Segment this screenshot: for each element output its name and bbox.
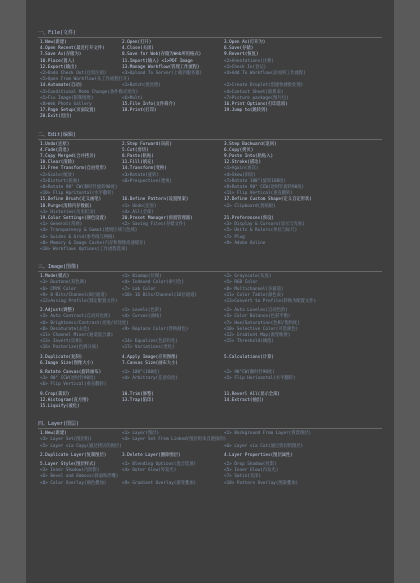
menu-entry: <11> Channel Mixer(通道混合器) [40, 333, 114, 338]
menu-entry: 3.Delete Layer(删除图层) [122, 452, 181, 458]
menu-entry: 4.Open Recent(最近打开文件) [40, 46, 105, 52]
menu-entry: <5>Distort(扭曲) [40, 178, 80, 184]
menu-entry: <2>Undo Check Out(还原注销) [40, 71, 107, 76]
menu-entry: <5> Inner Glow(内发光) [224, 468, 279, 474]
menu-entry: 13.Manage Workflow(管理工作流程) [122, 64, 200, 70]
menu-entry: <8>Rotate 90° CW(顺时针旋转90度) [40, 185, 118, 190]
menu-entry: <5> Flip Horizontal(水平翻转) [224, 376, 296, 382]
menu-entry: 1.New(新建) [40, 431, 67, 437]
menu-entry: 2.Open(打开) [122, 40, 152, 45]
menu-entry: <6> Layer via Cut(通过剪切的图层) [224, 443, 304, 449]
menu-entry: <3> Duotone(双色调) [40, 280, 87, 286]
section-title: 三、Image(图像) [38, 264, 80, 271]
menu-entry: <13>Convert to Profile(转换为配置文件) [224, 299, 317, 304]
menu-entry: <5> Color Balance(色彩平衡) [224, 314, 291, 320]
menu-entry: 18.Print(打印) [122, 108, 157, 114]
menu-entry: <6> Bevel and Emboss(斜面和浮雕) [40, 474, 119, 480]
menu-entry: <7> Hue/Saturation(色相/饱和度) [224, 320, 300, 326]
menu-entry: 17.Define Custom Shape(定义自定形状) [224, 197, 312, 203]
menu-entry: <4>Add To Workflow(添加到工作流程) [224, 71, 306, 76]
menu-entry: <10> Workflows Options(工作流程选项) [40, 247, 128, 252]
menu-entry: <3>Conditional Mode Change(条件模式更改) [40, 89, 139, 95]
menu-entry: <12> Gradient Map(渐变映射) [224, 333, 291, 338]
menu-entry: 1.New(新建) [40, 40, 67, 45]
menu-entry: <2>Annotations(注释) [224, 58, 274, 64]
menu-entry: 15.Liquify(液化) [40, 404, 80, 409]
section-divider [38, 37, 382, 38]
menu-entry: 14.Extract(抽出) [224, 397, 264, 403]
menu-entry: <6>Prespective(透视) [122, 178, 172, 184]
menu-entry: <7> Satin(光泽) [224, 474, 262, 480]
menu-entry: 16.Define Pattern(设置图案) [122, 197, 189, 203]
menu-entry: 8.Save for Web(存储为Web所用格式) [122, 52, 202, 58]
menu-entry: <2> Drop Shadow(投影) [224, 462, 277, 467]
menu-entry: <8>Web Photo Gallery [40, 102, 92, 107]
menu-entry: <9> Replace Color(替换颜色) [122, 326, 189, 332]
menu-entry: <6> Flip Vertical(垂直翻转) [40, 382, 107, 388]
menu-entry: <3> Histories(历史纪录) [40, 209, 96, 215]
menu-entry: <7>Picture package(图片包) [224, 95, 289, 101]
menu-entry: 3.Duplicate(复制) [40, 354, 83, 360]
menu-entry: 2.Adjust(调整) [40, 308, 75, 314]
menu-entry: <1> Undo(还原) [122, 203, 157, 209]
menu-entry: 17.Page Setup(页面设置) [40, 108, 96, 114]
section-divider [38, 139, 382, 140]
menu-entry: <3>Upload To Server(上载到服务器) [122, 71, 203, 76]
menu-entry: <1> Levels(色阶) [122, 308, 162, 314]
menu-entry: 14.Automate(自动) [40, 83, 83, 89]
menu-entry: <2> Clipboard(剪贴板) [224, 203, 276, 209]
menu-entry: <4> Indexed Color(索引色) [122, 280, 185, 286]
menu-entry: <5>Open From Workflow(从工作流程打开) [40, 77, 130, 83]
document-page [26, 0, 394, 583]
menu-entry: 13.Free Transform(自由变形) [40, 166, 107, 172]
menu-entry: <6> Guides & Grid(参考线与网格) [40, 234, 115, 240]
menu-entry: 3.Open As(打开为) [224, 40, 266, 45]
menu-entry: 11.Import(输入) <1>PDF Image [122, 58, 193, 64]
menu-entry: 10.Trim(修整) [122, 391, 154, 397]
menu-entry: 11.Reverl All(显示全部) [224, 391, 280, 397]
menu-entry: 7.Save As(存储为) [40, 52, 82, 58]
menu-entry: <3> Layer Set(图层组) [40, 437, 92, 443]
menu-entry: <4> All(全部) [122, 209, 154, 215]
section-title: 二、Edit(编辑) [38, 131, 77, 138]
menu-entry: 8.Paste(粘贴) [122, 154, 154, 159]
menu-entry: <2> Grayscale(灰度) [224, 274, 272, 280]
menu-entry: <12>Assing Profile(制定配置文件) [40, 299, 118, 304]
menu-entry: <3> Inner Shadow(内阴影) [40, 468, 100, 474]
menu-entry: <11> Color Table(颜色表) [224, 292, 284, 298]
menu-entry: <8> Desaturate(去色) [40, 326, 90, 332]
menu-entry: <2>Create Droplet(创建快捷批处理) [224, 83, 304, 89]
menu-entry: 7.Copy Merged(合并拷贝) [40, 154, 96, 159]
menu-entry: <4> Layer Set From Linked(图层组来自链接的) [122, 437, 227, 443]
menu-entry: 6.Image Size(图像大小) [40, 360, 94, 366]
menu-entry: 5.Calculations(计算) [224, 354, 274, 360]
menu-entry: 4.Close(关闭) [122, 46, 154, 52]
menu-entry: <1> Layer(图层) [122, 431, 160, 437]
menu-entry: 10.Place(置入) [40, 58, 75, 64]
menu-entry: <1>Check In(登记) [224, 64, 267, 70]
menu-entry: <2> Saving Files(存储文件) [122, 222, 186, 228]
menu-entry: <4>Skew(斜切) [224, 172, 256, 178]
menu-entry: <1> 180°(180度) [122, 370, 160, 375]
menu-entry: <2> Auto Laveles(自动色阶) [224, 308, 288, 314]
menu-entry: 12.Histogram(直方图) [40, 397, 90, 403]
menu-entry: <9> Adobe Online [224, 240, 266, 246]
menu-entry: <2> 90°CW(顺时针90度) [224, 370, 275, 375]
menu-entry: <16> Posterize(色调分离) [40, 345, 99, 351]
menu-entry: <17> Variations(变化) [122, 345, 175, 351]
menu-entry: <1>Again(再次) [224, 166, 259, 172]
menu-entry: <7>Rotate 180°(旋转180度) [224, 178, 287, 184]
section-divider [38, 271, 382, 272]
menu-entry: 2.Step Forward(向前) [122, 141, 172, 147]
menu-entry: <4> Arbitrary(任意角度) [122, 376, 178, 382]
menu-entry: <6>Multi [122, 95, 143, 101]
menu-entry: <7> Lab Color [122, 286, 156, 292]
menu-entry: 4.Fade(消退) [40, 147, 70, 153]
menu-entry: <8> Color Overlay(颜色叠加) [40, 480, 107, 486]
menu-entry: <3> Auto Contrast(自动对比度) [40, 314, 111, 320]
menu-entry: <7> Plug [224, 234, 245, 240]
menu-entry: 7.Canvas Size(画布大小) [122, 360, 178, 366]
menu-entry: 10.Clear(清除) [40, 160, 75, 166]
menu-entry: <5> Layer via Copy(通过拷贝的图层) [40, 443, 122, 449]
menu-entry: 20.Exit(退出) [40, 114, 72, 120]
menu-entry: <13> Invert(反相) [40, 339, 83, 345]
menu-entry: 18.Purge(清除内存数据) [40, 203, 92, 209]
menu-entry: 15.File Info(文件简介) [122, 102, 176, 107]
menu-entry: <3> 90° CCW(逆时针90度) [40, 376, 96, 382]
menu-entry: 19.Color Settings(颜色设置) [40, 216, 107, 221]
menu-entry: <5> Units & Rulers(单位与标尺) [224, 228, 298, 234]
menu-entry: 14.Transform(变换) [122, 166, 167, 172]
menu-entry: <9> Gradient Overlay(渐变叠加) [122, 480, 197, 486]
menu-entry: 4.Apply Image(应用图像) [122, 354, 178, 360]
menu-entry: <1> Blending Options(混合选项) [122, 462, 197, 467]
menu-entry: <8> Memory & Image Cache(内存和图像高速缓存) [40, 240, 146, 246]
menu-entry: 8.Rotate Canvas(旋转画布) [40, 370, 102, 375]
menu-entry: <2> Background From Layer(背景图层) [224, 431, 312, 437]
menu-entry: <9>Rotate 90° CCW(逆时针旋转90度) [224, 185, 305, 190]
menu-entry: 5.Cut(剪切) [122, 147, 149, 153]
menu-entry: <10> 16 Bits/Channel(16位通道) [122, 292, 197, 298]
menu-entry: <4> Outer Glow(外发光) [122, 468, 177, 474]
menu-entry: <9> 8 Bits/Channel(8位通道) [40, 292, 108, 298]
menu-entry: 16.Print Options(打印选项) [224, 102, 288, 107]
menu-entry: 21.Preferences(预设) [224, 216, 274, 221]
menu-entry: <14> Equalize(色彩均化) [122, 339, 178, 345]
menu-entry: <15> Threshold(阈值) [224, 339, 274, 345]
menu-entry: 11.Fill(填充) [122, 160, 154, 166]
menu-entry: <10> Pattern Overlay(图案叠加) [224, 480, 299, 486]
menu-entry: 3.Step Backward(返回) [224, 141, 277, 147]
menu-entry: <3> Display & Cursors(显示与光标) [224, 222, 305, 228]
menu-entry: <11> Flip Vertical(垂直翻转) [224, 191, 293, 197]
menu-entry: 9.Revert(恢复) [224, 52, 259, 58]
menu-entry: <6> Brightness/Contrast(亮度/对比度) [40, 320, 129, 326]
menu-entry: <4>Contact Sheet(联系表) [224, 89, 284, 95]
menu-entry: 20.Preset Manager(预置管理器) [122, 216, 193, 221]
menu-entry: 1.Mode(模式) [40, 274, 70, 280]
menu-entry: <1> Biamap(位图) [122, 274, 162, 280]
menu-entry: <4> Curves(曲线) [122, 314, 162, 320]
menu-entry: 6.Save(存储) [224, 46, 254, 52]
menu-entry: 13.Trap(陷印) [122, 397, 154, 403]
menu-entry: 6.Copy(拷贝) [224, 147, 254, 153]
menu-entry: 2.Duplicate Layer(复制图层) [40, 452, 107, 458]
menu-entry: 4.Layer Properties(图层属性) [224, 452, 293, 458]
menu-entry: <4> Transparency & Gamut(透明区域与色域) [40, 228, 138, 234]
section-title: 一、File(文件) [38, 30, 77, 36]
menu-entry: 5.Layer Style(图层样式) [40, 462, 96, 467]
menu-entry: <1>Batch(批处理) [122, 83, 161, 89]
menu-entry: <5> RGB Color [224, 280, 258, 286]
menu-entry: 12.Stroke(描边) [224, 160, 262, 166]
menu-entry: <5>Fix Image(限制图像) [40, 95, 94, 101]
section-title: 四、Layer(图层) [38, 421, 80, 428]
menu-entry: 1.Undo(还原) [40, 141, 70, 147]
menu-entry: <8> Multichannel(多通道) [224, 286, 284, 292]
menu-entry: <6> CMYK Color [40, 286, 77, 292]
menu-entry: <3>Rotate(旋转) [122, 172, 160, 178]
menu-entry: 9.Paste Into(粘贴入) [224, 154, 274, 159]
menu-entry: 15.Define Brush(定义画笔) [40, 197, 102, 203]
menu-entry: 9.Crop(裁切) [40, 391, 70, 397]
menu-entry: <1> General(常规) [40, 222, 83, 228]
menu-entry: <10> Flip Hpritontal(水平翻转) [40, 191, 115, 197]
menu-entry: 12.Export(输出) [40, 64, 78, 70]
menu-entry: <10> Selective Color(可选颜色) [224, 326, 299, 332]
section-divider [38, 428, 382, 429]
menu-entry: 19.Jump to(跳转到) [224, 108, 268, 114]
menu-entry: <2>Scale(缩放) [40, 172, 75, 178]
